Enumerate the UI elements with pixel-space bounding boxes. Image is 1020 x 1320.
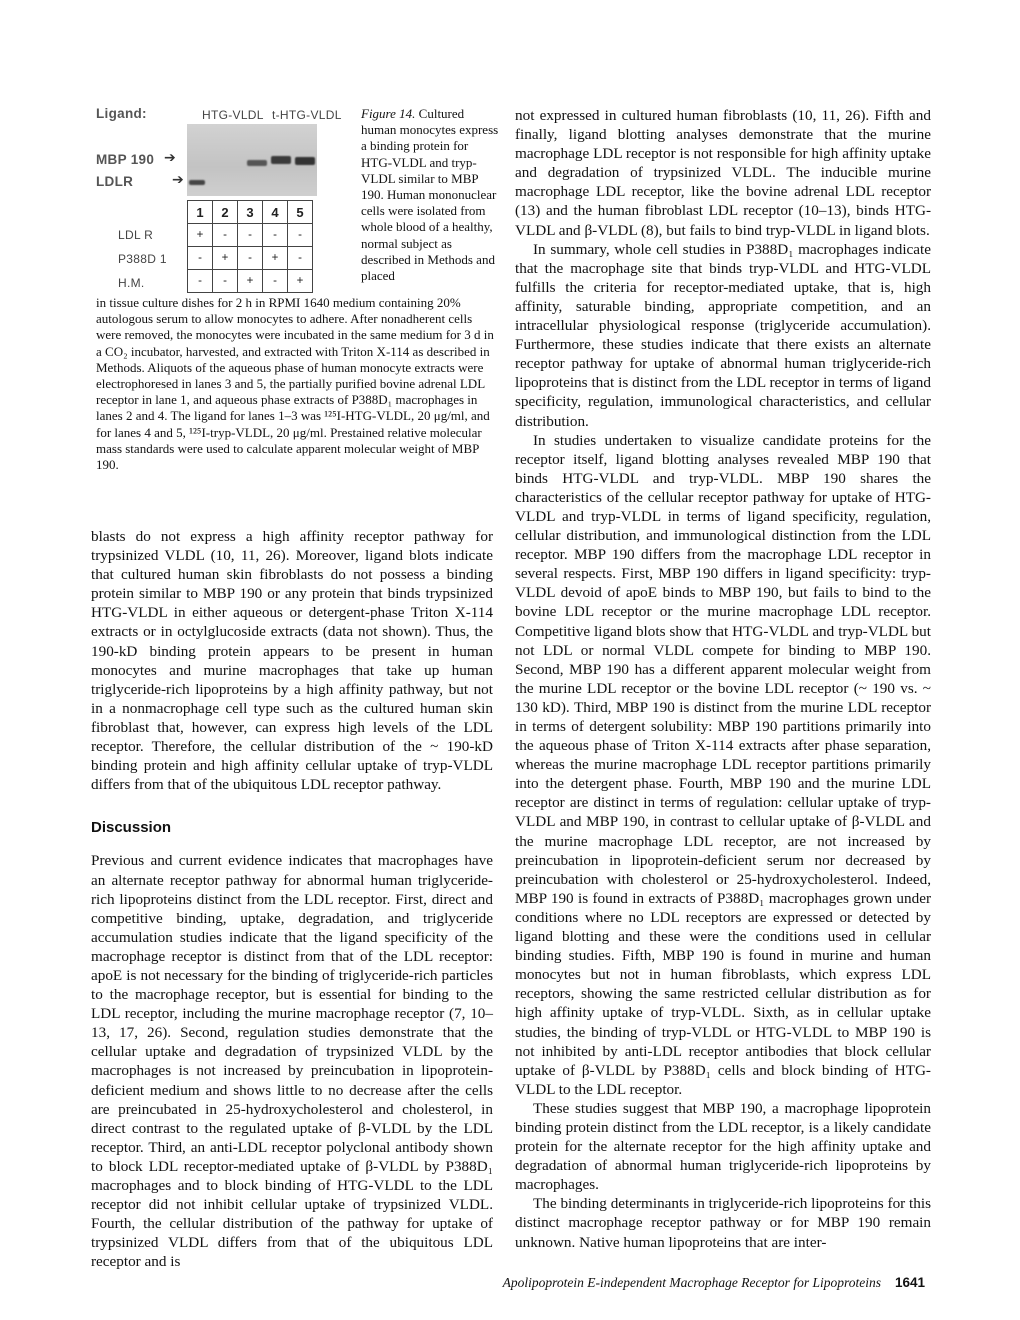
- column-header-htg-vldl: HTG-VLDL: [202, 108, 264, 122]
- band-label-mbp190: MBP 190: [96, 152, 155, 167]
- lane-cell: -: [213, 270, 238, 293]
- blot-band: [189, 180, 205, 185]
- blot-band: [295, 157, 315, 165]
- page-footer: [480, 1275, 925, 1291]
- lane-cell: -: [188, 270, 213, 293]
- page-number: 1641: [894, 1275, 925, 1290]
- lane-row: [188, 247, 313, 270]
- ligand-label: Ligand:: [96, 106, 147, 121]
- column-header-t-htg-vldl: t-HTG-VLDL: [272, 108, 342, 122]
- lane-cell: -: [288, 247, 313, 270]
- lane-cell: -: [263, 270, 288, 293]
- section-heading-discussion: Discussion: [91, 819, 172, 837]
- lane-cell: +: [288, 270, 313, 293]
- lane-table: [187, 200, 313, 293]
- lane-cell: -: [238, 224, 263, 247]
- paragraph: not expressed in cultured human fibroblasts (10, 11, 26). Fifth and finally, ligand blotting analyses demonstrate that the murine macrophage LDL receptor is not responsible for high affinity uptake and degradation of trypsinized VLDL. The inducible murine macrophage LDL receptor, like the bovine adrenal LDL receptor (13) and the human fibroblast LDL receptor (10–13), binds HTG-VLDL and β-VLDL (8), but fails to bind tryp-VLDL in ligand blots.: [515, 107, 931, 239]
- paragraph: These studies suggest that MBP 190, a macrophage lipoprotein binding protein distinct from the LDL receptor, is a likely candidate protein for the alternate receptor for the high affinity uptake and degradation of abnormal human triglyceride-rich lipoproteins by macrophages.: [515, 1099, 931, 1194]
- row-label-p388d1: P388D 1: [118, 252, 167, 266]
- right-column: [515, 106, 931, 1252]
- paragraph: blasts do not express a high affinity receptor pathway for trypsinized VLDL (10, 11, 26). Moreover, ligand blots indicate that cultured human skin fibroblasts do not possess a binding protein similar to MBP 190 or any protein that binds trypsinized HTG-VLDL in either aqueous or detergent-phase Triton X-114 extracts or in octylglucoside extracts (data not shown). Thus, the 190-kD binding protein appears to be present in human monocytes and murine macrophages that take up human triglyceride-rich lipoproteins by a high affinity pathway, but not in a nonmacrophage cell type such as the cultured human skin fibroblast that, however, can express high levels of the LDL receptor. Therefore, the cellular distribution of the ~ 190-kD binding protein and high affinity cellular uptake of tryp-VLDL differs from that of the ubiquitous LDL receptor pathway.: [91, 528, 493, 794]
- arrow-icon: ➔: [164, 150, 176, 166]
- blot-image: [187, 124, 317, 196]
- lane-cell: -: [213, 224, 238, 247]
- lane-cell: -: [263, 224, 288, 247]
- lane-number: 5: [288, 201, 313, 224]
- lane-cell: +: [263, 247, 288, 270]
- lane-number: 3: [238, 201, 263, 224]
- lane-number: 2: [213, 201, 238, 224]
- lane-number: 4: [263, 201, 288, 224]
- figure-number: Figure 14.: [361, 106, 416, 121]
- running-title: Apolipoprotein E-independent Macrophage Receptor for Lipoproteins: [502, 1275, 881, 1290]
- row-label-ldl-r: LDL R: [118, 228, 154, 242]
- arrow-icon: ➔: [172, 172, 184, 188]
- row-label-hm: H.M.: [118, 276, 145, 290]
- lane-cell: +: [213, 247, 238, 270]
- lane-cell: +: [188, 224, 213, 247]
- lane-cell: -: [188, 247, 213, 270]
- paragraph: Previous and current evidence indicates that macrophages have an alternate receptor pathway for abnormal human triglyceride-rich lipoproteins distinct from the LDL receptor. First, direct and competitive binding, uptake, degradation, and triglyceride accumulation studies indicate that the ligand specificity of the macrophage receptor is distinct from that of the LDL receptor: apoE is not necessary for the binding of triglyceride-rich particles to the macrophage receptor, but is essential for binding to the LDL receptor, including the murine macrophage receptor (7, 10–13, 17, 26). Second, regulation studies demonstrate that the cellular uptake and degradation of trypsinized VLDL by the macrophages is not increased by preincubation in lipoprotein-deficient medium and shows little to no decrease after the cells are preincubated in 25-hydroxycholesterol and cholesterol, in direct contrast to the regulated uptake of β-VLDL by the LDL receptor. Third, an anti-LDL receptor polyclonal antibody shown to block LDL receptor-mediated uptake of β-VLDL by P388D₁ macrophages and to block binding of HTG-VLDL to the LDL receptor did not inhibit cellular uptake of trypsinized VLDL. Fourth, the cellular distribution of the pathway for uptake of trypsinized VLDL differs from that of the ubiquitous LDL receptor and is: [91, 852, 493, 1271]
- lane-number-row: [188, 201, 313, 224]
- figure-caption-side: [361, 106, 499, 284]
- lane-number: 1: [188, 201, 213, 224]
- paragraph: In studies undertaken to visualize candidate proteins for the receptor itself, ligand blotting analyses revealed MBP 190 that binds HTG-VLDL and tryp-VLDL. MBP 190 shares the characteristics of the cellular receptor pathway for uptake of HTG-VLDL and tryp-VLDL in terms of ligand specificity, regulation, cellular distribution, and immunological distinction from the LDL receptor. MBP 190 differs from the macrophage LDL receptor in several respects. First, MBP 190 differs in ligand specificity: tryp-VLDL devoid of apoE binds to MBP 190, but fails to bind to the bovine LDL receptor or the murine macrophage LDL receptor. Competitive ligand blots show that HTG-VLDL and tryp-VLDL but not LDL or normal VLDL compete for binding to MBP 190. Second, MBP 190 has a different apparent molecular weight from the murine LDL receptor or the bovine LDL receptor (~ 190 vs. ~ 130 kD). Third, MBP 190 is distinct from the murine LDL receptor in terms of detergent solubility: MBP 190 partitions primarily into the aqueous phase of Triton X-114 extracts after phase separation, whereas the murine macrophage LDL receptor partitions primarily into the detergent phase. Fourth, MBP 190 and the murine LDL receptor are distinct in terms of regulation: cellular uptake of tryp-VLDL and MBP 190, in contrast to cellular uptake of β-VLDL and the murine macrophage LDL receptor, are not increased by preincubation in lipoprotein-deficient serum nor decreased by preincubation with cholesterol or 25-hydroxycholesterol. Indeed, MBP 190 is found in extracts of P388D₁ macrophages grown under conditions where no LDL receptors are expressed or detected by ligand blotting and these were the conditions used in cellular binding studies. Fifth, MBP 190 is found in murine and human monocytes but not in human fibroblasts, which express LDL receptors, showing the same restricted cellular distribution as for high affinity uptake of tryp-VLDL. Sixth, as in cellular uptake studies, the binding of tryp-VLDL or HTG-VLDL to MBP 190 is not inhibited by anti-LDL receptor antibodies that block cellular uptake of β-VLDL by P388D₁ cells and block binding of HTG-VLDL to the LDL receptor.: [515, 431, 931, 1098]
- lane-cell: -: [288, 224, 313, 247]
- band-label-ldlr: LDLR: [96, 174, 134, 189]
- paragraph: In summary, whole cell studies in P388D₁ macrophages indicate that the macrophage site that binds tryp-VLDL and HTG-VLDL fulfills the criteria for receptor-mediated uptake, that is, high affinity, saturable binding, appropriate competition, and an intracellular physiological response (triglyceride accumulation). Furthermore, these studies indicate that there exists an alternate receptor pathway for uptake of abnormal human triglyceride-rich lipoproteins that is distinct from the LDL receptor in terms of ligand specificity, regulation, immunological characteristics, and cellular distribution.: [515, 240, 931, 430]
- paragraph: The binding determinants in triglyceride-rich lipoproteins for this distinct macrophage receptor pathway or for MBP 190 remain unknown. Native human lipoproteins that are inter-: [515, 1195, 931, 1251]
- figure-caption-continued: in tissue culture dishes for 2 h in RPMI 1640 medium containing 20% autologous serum to allow monocytes to adhere. After nonadherent cells were removed, the monocytes were incubated in the same medium for 3 d in a CO₂ incubator, harvested, and extracted with Triton X-114 as described in Methods. Aliquots of the aqueous phase of human monocyte extracts were electrophoresed in lanes 3 and 5, the partially purified bovine adrenal LDL receptor in lane 1, and aqueous phase extracts of P388D₁ macrophages in lanes 2 and 4. The ligand for lanes 1–3 was ¹²⁵I-HTG-VLDL, 20 μg/ml, and for lanes 4 and 5, ¹²⁵I-tryp-VLDL, 20 μg/ml. Prestained relative molecular mass standards were used to calculate apparent molecular weight of MBP 190.: [96, 295, 494, 473]
- figure-caption-text: Cultured human monocytes express a binding protein for HTG-VLDL and tryp-VLDL similar to MBP 190. Human mononuclear cells were isolated from whole blood of a healthy, normal subject as described in Methods and placed: [361, 106, 499, 284]
- blot-band: [271, 156, 291, 164]
- lane-row: [188, 270, 313, 293]
- blot-band: [247, 160, 267, 166]
- lane-cell: -: [238, 247, 263, 270]
- lane-row: [188, 224, 313, 247]
- left-column: [91, 527, 493, 1271]
- lane-cell: +: [238, 270, 263, 293]
